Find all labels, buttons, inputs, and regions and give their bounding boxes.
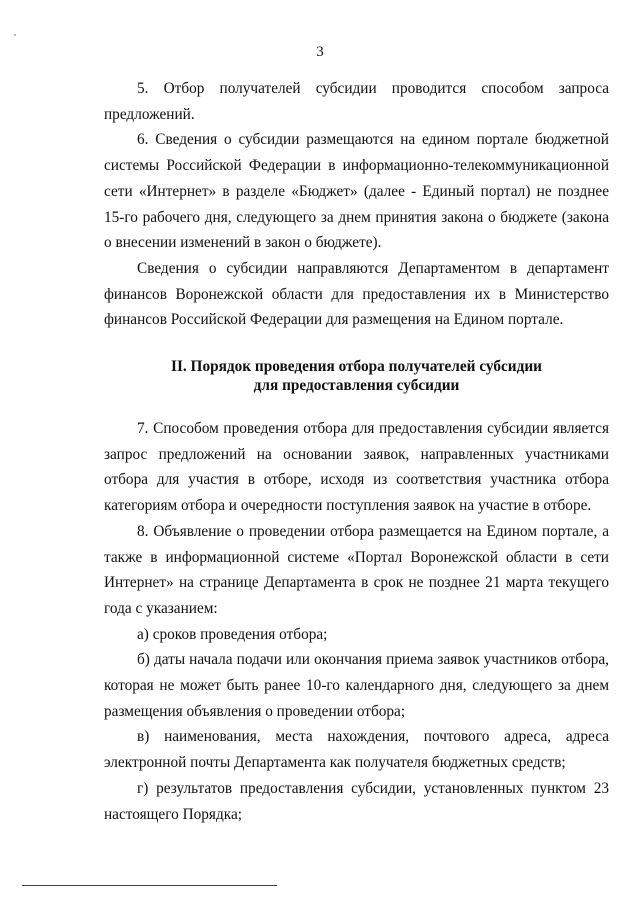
section-heading-line-1: II. Порядок проведения отбора получателей субсидии bbox=[171, 358, 542, 375]
paragraph-info-transfer: Сведения о субсидии направляются Департаментом в департамент финансов Воронежской области для предоставления их в Министерство финансов Российской Федерации для размещения на Едином портале. bbox=[104, 259, 609, 329]
paragraph-5: 5. Отбор получателей субсидии проводится способом запроса предложений. bbox=[104, 80, 609, 123]
footer-rule bbox=[22, 885, 277, 886]
paragraph-6: 6. Сведения о субсидии размещаются на едином портале бюджетной системы Российской Федерации в информационно-телекоммуникационной сети «Интернет» в разделе «Бюджет» (далее - Единый портал) не позднее 15-го рабочего дня, следующего за днем принятия закона о бюджете (закона о внесении изменений в закон о бюджете). bbox=[104, 131, 609, 252]
list-item-a: а) сроков проведения отбора; bbox=[137, 625, 328, 643]
list-item-g: г) результатов предоставления субсидии, установленных пунктом 23 настоящего Порядка; bbox=[104, 779, 609, 823]
section-heading-line-2: для предоставления субсидии bbox=[253, 377, 460, 394]
paragraph-7: 7. Способом проведения отбора для предоставления субсидии является запрос предложений на основании заявок, направленных участниками отбора для участия в отборе, исходя из соответствия участника отбора категориям отбора и очередности поступления заявок на участие в отборе. bbox=[104, 420, 609, 515]
page-number: 3 bbox=[316, 44, 324, 60]
paragraph-8: 8. Объявление о проведении отбора размещается на Едином портале, а также в информационной системе «Портал Воронежской области в сети Интернет» на странице Департамента в срок не позднее 21 марта текущего года с указанием: bbox=[104, 522, 609, 617]
paragraphs-bottom bbox=[104, 416, 609, 827]
list-item-b: б) даты начала подачи или окончания приема заявок участников отбора, которая не может быть ранее 10-го календарного дня, следующего за днем размещения объявления о проведении отбора; bbox=[104, 651, 609, 720]
scan-artifact bbox=[14, 34, 16, 36]
section-heading bbox=[104, 357, 609, 395]
paragraphs-top bbox=[104, 76, 609, 333]
list-item-v: в) наименования, места нахождения, почтового адреса, адреса электронной почты Департамента как получателя бюджетных средств; bbox=[104, 728, 609, 772]
